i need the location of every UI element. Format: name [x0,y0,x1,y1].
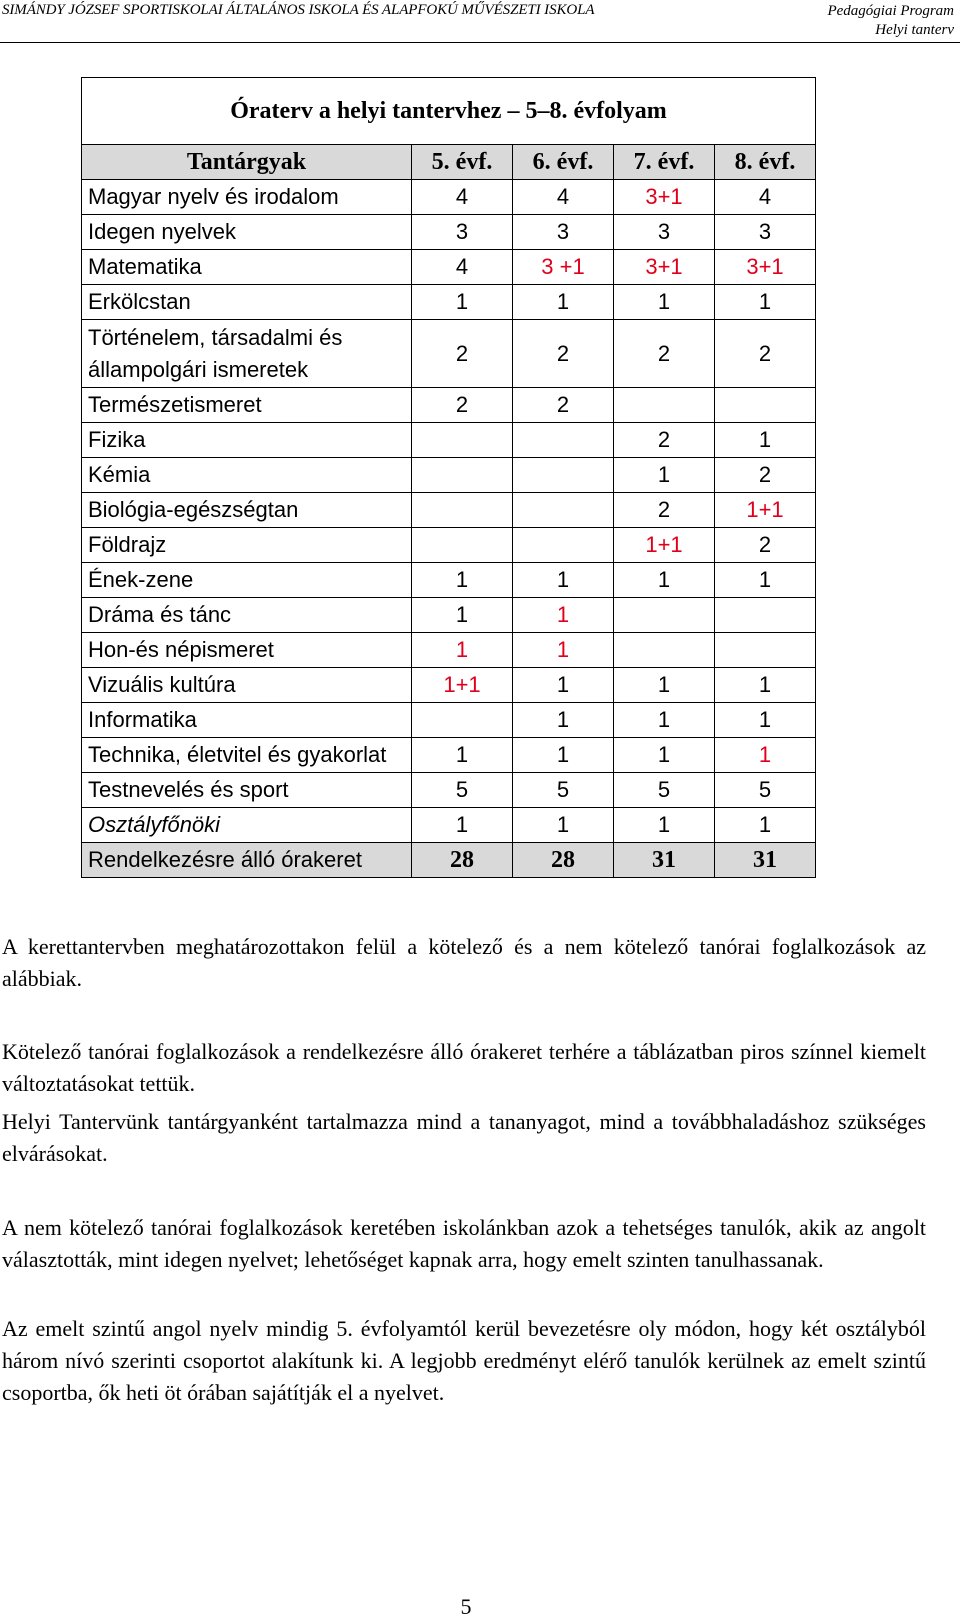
table-row [82,458,816,493]
subject-cell: Természetismeret [82,388,412,423]
paragraph-4: A nem kötelező tanórai foglalkozások keretében iskolánkban azok a tehetséges tanulók, akik az angolt választották, mint idegen nyelvet; lehetőséget kapnak arra, hogy emelt szinten tanulhassanak. [2,1215,926,1272]
hours-cell-grade-5 [412,528,513,563]
hours-cell-grade-6: 2 [513,388,614,423]
table-row [82,563,816,598]
subject-cell: Dráma és tánc [82,598,412,633]
table-row [82,493,816,528]
table-row [82,633,816,668]
hours-cell-grade-7 [614,388,715,423]
table-row [82,668,816,703]
table-row [82,808,816,843]
hours-cell-grade-5: 2 [412,388,513,423]
hours-cell-grade-8: 1 [715,285,816,320]
subject-cell: Osztályfőnöki [82,808,412,843]
hours-cell-grade-8: 2 [715,320,816,388]
subject-cell: Matematika [82,250,412,285]
hours-cell-grade-8: 1 [715,738,816,773]
hours-cell-grade-7: 3+1 [614,180,715,215]
hours-cell-grade-6: 1 [513,738,614,773]
table-row [82,423,816,458]
subject-cell: Történelem, társadalmi és állampolgári ismeretek [82,320,412,388]
header-grade-5: 5. évf. [412,145,513,180]
hours-cell-grade-6: 1 [513,668,614,703]
hours-cell-grade-7: 1 [614,703,715,738]
table-row [82,250,816,285]
hours-cell-grade-5 [412,458,513,493]
hours-cell-grade-5: 1 [412,738,513,773]
hours-cell-grade-7: 1 [614,738,715,773]
hours-cell-grade-5: 1 [412,563,513,598]
hours-cell-grade-8: 1 [715,703,816,738]
hours-cell-grade-6: 1 [513,703,614,738]
hours-cell-grade-6: 1 [513,598,614,633]
table-row [82,285,816,320]
hours-cell-grade-7: 5 [614,773,715,808]
hours-cell-grade-6: 1 [513,633,614,668]
hours-cell-grade-7: 2 [614,493,715,528]
hours-cell-grade-6: 1 [513,808,614,843]
table-row [82,738,816,773]
hours-cell-grade-7: 1 [614,285,715,320]
table-row [82,388,816,423]
curriculum-table [81,77,816,878]
header-grade-6: 6. évf. [513,145,614,180]
hours-cell-grade-7: 3 [614,215,715,250]
hours-cell-grade-6: 5 [513,773,614,808]
hours-cell-grade-5 [412,493,513,528]
hours-cell-grade-7: 2 [614,423,715,458]
paragraph-5: Az emelt szintű angol nyelv mindig 5. évfolyamtól kerül bevezetésre oly módon, hogy két osztályból három nívó szerinti csoportot alakítunk ki. A legjobb eredményt elérő tanulók kerülnek az emelt szintű csoportba, ők heti öt órában sajátítják el a nyelvet. [2,1316,926,1405]
hours-cell-grade-5 [412,703,513,738]
hours-cell-grade-8: 1 [715,423,816,458]
hours-cell-grade-6 [513,423,614,458]
subject-cell: Vizuális kultúra [82,668,412,703]
hours-cell-grade-6: 1 [513,563,614,598]
table-row [82,773,816,808]
curriculum-table-container [81,77,816,878]
hours-cell-grade-7 [614,598,715,633]
subject-cell: Fizika [82,423,412,458]
page-number: 5 [460,1594,472,1619]
table-row [82,215,816,250]
hours-cell-grade-5: 28 [412,843,513,878]
header-divider [0,42,960,43]
subject-cell: Technika, életvitel és gyakorlat [82,738,412,773]
hours-cell-grade-7: 1 [614,563,715,598]
hours-cell-grade-8: 3 [715,215,816,250]
hours-cell-grade-7: 31 [614,843,715,878]
hours-cell-grade-7 [614,633,715,668]
hours-cell-grade-7: 1 [614,808,715,843]
hours-cell-grade-6: 3 [513,215,614,250]
subject-cell: Magyar nyelv és irodalom [82,180,412,215]
hours-cell-grade-5: 3 [412,215,513,250]
hours-cell-grade-6: 4 [513,180,614,215]
table-row [82,843,816,878]
table-title: Óraterv a helyi tantervhez – 5–8. évfolyam [82,78,816,145]
hours-cell-grade-7: 1 [614,458,715,493]
hours-cell-grade-5: 1 [412,633,513,668]
hours-cell-grade-5 [412,423,513,458]
hours-cell-grade-7: 3+1 [614,250,715,285]
table-row [82,598,816,633]
hours-cell-grade-8: 1 [715,808,816,843]
table-header-row [82,145,816,180]
table-row [82,320,816,388]
paragraph-1: A kerettantervben meghatározottakon felül a kötelező és a nem kötelező tanórai foglalkozások az alábbiak. [2,934,926,991]
hours-cell-grade-8 [715,388,816,423]
hours-cell-grade-8: 1 [715,563,816,598]
header-grade-7: 7. évf. [614,145,715,180]
hours-cell-grade-5: 1 [412,285,513,320]
paragraph-2: Kötelező tanórai foglalkozások a rendelkezésre álló órakeret terhére a táblázatban piros színnel kiemelt változtatásokat tettük. [2,1039,926,1096]
hours-cell-grade-5: 4 [412,250,513,285]
hours-cell-grade-6 [513,528,614,563]
hours-cell-grade-8: 1 [715,668,816,703]
hours-cell-grade-5: 1 [412,808,513,843]
paragraph-3: Helyi Tantervünk tantárgyanként tartalmazza mind a tananyagot, mind a továbbhaladáshoz szükséges elvárásokat. [2,1109,926,1166]
hours-cell-grade-8: 3+1 [715,250,816,285]
hours-cell-grade-8: 2 [715,458,816,493]
hours-cell-grade-8 [715,598,816,633]
subject-cell: Informatika [82,703,412,738]
header-program: Pedagógiai Program [827,3,954,19]
hours-cell-grade-8: 2 [715,528,816,563]
table-row [82,528,816,563]
subject-cell: Hon-és népismeret [82,633,412,668]
document-header-right [827,2,954,40]
hours-cell-grade-6: 1 [513,285,614,320]
hours-cell-grade-5: 1+1 [412,668,513,703]
subject-cell: Földrajz [82,528,412,563]
hours-cell-grade-7: 1+1 [614,528,715,563]
hours-cell-grade-6 [513,458,614,493]
hours-cell-grade-6: 3 +1 [513,250,614,285]
subject-cell: Testnevelés és sport [82,773,412,808]
hours-cell-grade-8: 5 [715,773,816,808]
table-body [82,180,816,878]
hours-cell-grade-6: 28 [513,843,614,878]
subject-cell: Rendelkezésre álló órakeret [82,843,412,878]
document-header-school: SIMÁNDY JÓZSEF SPORTISKOLAI ÁLTALÁNOS ISKOLA ÉS ALAPFOKÚ MŰVÉSZETI ISKOLA [2,2,595,18]
hours-cell-grade-7: 2 [614,320,715,388]
hours-cell-grade-5: 1 [412,598,513,633]
subject-cell: Erkölcstan [82,285,412,320]
header-subject: Tantárgyak [82,145,412,180]
subject-cell: Ének-zene [82,563,412,598]
table-row [82,180,816,215]
hours-cell-grade-8: 31 [715,843,816,878]
header-grade-8: 8. évf. [715,145,816,180]
table-row [82,703,816,738]
hours-cell-grade-5: 4 [412,180,513,215]
hours-cell-grade-8 [715,633,816,668]
subject-cell: Idegen nyelvek [82,215,412,250]
header-subtitle: Helyi tanterv [875,22,954,38]
hours-cell-grade-8: 4 [715,180,816,215]
hours-cell-grade-8: 1+1 [715,493,816,528]
hours-cell-grade-6: 2 [513,320,614,388]
hours-cell-grade-6 [513,493,614,528]
subject-cell: Biológia-egészségtan [82,493,412,528]
hours-cell-grade-5: 2 [412,320,513,388]
subject-cell: Kémia [82,458,412,493]
hours-cell-grade-5: 5 [412,773,513,808]
hours-cell-grade-7: 1 [614,668,715,703]
